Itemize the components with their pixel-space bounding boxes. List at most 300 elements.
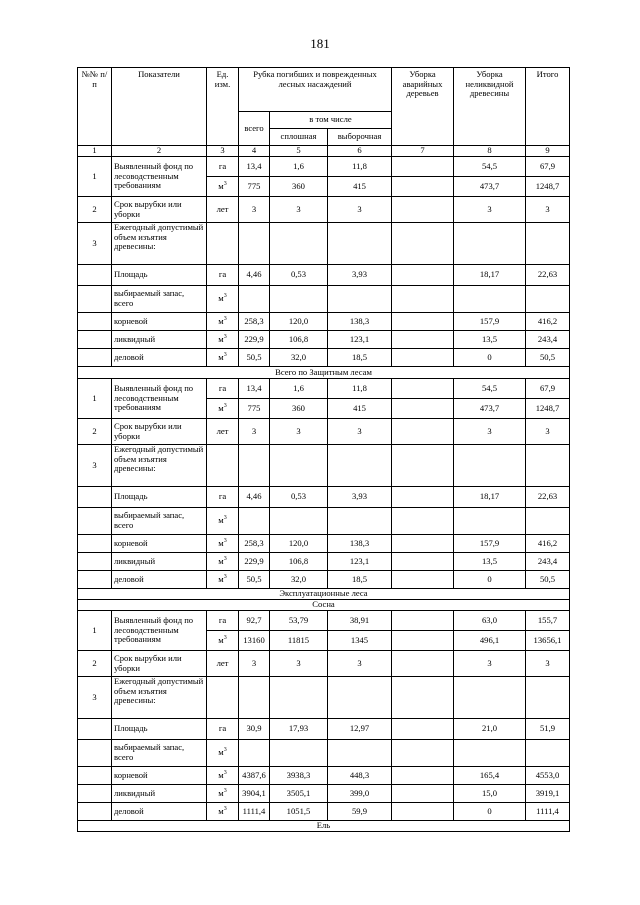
section-heading: Всего по Защитным лесам (78, 367, 570, 379)
value-cell (454, 677, 526, 719)
value-cell: 13160 (239, 631, 270, 651)
unit-exponent: 3 (223, 555, 227, 562)
value-cell (328, 508, 392, 535)
header-sum: Итого (526, 68, 570, 146)
value-cell: 32,0 (270, 571, 328, 589)
indicator-label: ликвидный (112, 553, 207, 571)
value-cell (392, 379, 454, 399)
unit-text: м (218, 515, 224, 526)
header-number: №№ п/п (78, 68, 112, 146)
table-row (78, 767, 570, 785)
unit-cell (207, 399, 239, 419)
value-cell: 0,53 (270, 487, 328, 508)
value-cell: 11,8 (328, 157, 392, 177)
value-cell: 54,5 (454, 379, 526, 399)
indicator-label: деловой (112, 803, 207, 821)
table-row (78, 785, 570, 803)
unit-cell (207, 331, 239, 349)
unit-cell (207, 767, 239, 785)
value-cell (392, 803, 454, 821)
value-cell (526, 740, 570, 767)
value-cell: 3 (526, 197, 570, 223)
row-number (78, 553, 112, 571)
value-cell: 258,3 (239, 535, 270, 553)
value-cell: 106,8 (270, 553, 328, 571)
value-cell (239, 740, 270, 767)
unit-exponent: 3 (223, 769, 227, 776)
value-cell: 13,5 (454, 553, 526, 571)
value-cell: 496,1 (454, 631, 526, 651)
value-cell: 243,4 (526, 553, 570, 571)
table-row (78, 677, 570, 719)
value-cell: 120,0 (270, 313, 328, 331)
value-cell (392, 177, 454, 197)
header-clear: сплошная (270, 129, 328, 146)
unit-exponent: 3 (223, 747, 227, 754)
value-cell: 3 (526, 651, 570, 677)
unit-text: м (218, 537, 224, 548)
unit-exponent: 3 (223, 333, 227, 340)
value-cell: 157,9 (454, 535, 526, 553)
unit-text: м (218, 180, 224, 191)
value-cell: 3505,1 (270, 785, 328, 803)
unit-cell (207, 553, 239, 571)
value-cell: 38,91 (328, 611, 392, 631)
value-cell: 448,3 (328, 767, 392, 785)
column-number: 1 (78, 146, 112, 157)
value-cell (270, 677, 328, 719)
indicator-label: выбираемый запас, всего (112, 740, 207, 767)
value-cell: 165,4 (454, 767, 526, 785)
unit-exponent: 3 (223, 515, 227, 522)
header-unit: Ед. изм. (207, 68, 239, 146)
indicator-label: Выявленный фонд по лесоводственным требованиям (112, 379, 207, 419)
unit-text: м (218, 293, 224, 304)
value-cell (239, 445, 270, 487)
value-cell (392, 399, 454, 419)
value-cell: 3,93 (328, 487, 392, 508)
value-cell (526, 223, 570, 265)
value-cell: 229,9 (239, 331, 270, 349)
row-number: 3 (78, 223, 112, 265)
row-number (78, 331, 112, 349)
unit-text: м (218, 769, 224, 780)
value-cell: 18,5 (328, 571, 392, 589)
unit-exponent: 3 (223, 573, 227, 580)
value-cell (270, 508, 328, 535)
value-cell: 15,0 (454, 785, 526, 803)
value-cell (392, 157, 454, 177)
value-cell (454, 740, 526, 767)
value-cell: 50,5 (239, 349, 270, 367)
value-cell (328, 740, 392, 767)
row-number: 1 (78, 379, 112, 419)
table-row (78, 349, 570, 367)
indicator-label: Выявленный фонд по лесоводственным требованиям (112, 611, 207, 651)
page-number: 181 (310, 36, 330, 51)
indicator-label: выбираемый запас, всего (112, 286, 207, 313)
indicator-label: Ежегодный допустимый объем изъятия древесины: (112, 445, 207, 487)
value-cell (454, 223, 526, 265)
value-cell: 399,0 (328, 785, 392, 803)
value-cell (392, 286, 454, 313)
unit-text: м (218, 333, 224, 344)
value-cell: 13656,1 (526, 631, 570, 651)
unit-cell: га (207, 379, 239, 399)
unit-exponent: 3 (223, 787, 227, 794)
column-number: 3 (207, 146, 239, 157)
table-row (78, 487, 570, 508)
value-cell: 243,4 (526, 331, 570, 349)
value-cell: 229,9 (239, 553, 270, 571)
column-number: 8 (454, 146, 526, 157)
value-cell: 32,0 (270, 349, 328, 367)
row-number (78, 508, 112, 535)
value-cell: 1051,5 (270, 803, 328, 821)
value-cell (526, 286, 570, 313)
header-total: всего (239, 112, 270, 146)
value-cell (239, 677, 270, 719)
value-cell: 123,1 (328, 553, 392, 571)
value-cell: 3 (270, 651, 328, 677)
value-cell: 13,4 (239, 157, 270, 177)
value-cell (270, 445, 328, 487)
unit-cell: га (207, 611, 239, 631)
table-row (78, 508, 570, 535)
header-indicators: Показатели (112, 68, 207, 146)
unit-cell: га (207, 719, 239, 740)
unit-cell (207, 535, 239, 553)
unit-cell (207, 785, 239, 803)
value-cell: 123,1 (328, 331, 392, 349)
indicator-label: корневой (112, 313, 207, 331)
value-cell (392, 197, 454, 223)
unit-exponent: 3 (223, 402, 227, 409)
value-cell (239, 223, 270, 265)
column-number: 6 (328, 146, 392, 157)
table-row (78, 803, 570, 821)
value-cell: 1111,4 (526, 803, 570, 821)
value-cell (328, 223, 392, 265)
value-cell (454, 445, 526, 487)
value-cell: 0 (454, 571, 526, 589)
value-cell: 0,53 (270, 265, 328, 286)
row-number: 1 (78, 157, 112, 197)
value-cell (239, 508, 270, 535)
value-cell: 3 (328, 651, 392, 677)
value-cell: 13,4 (239, 379, 270, 399)
value-cell: 106,8 (270, 331, 328, 349)
value-cell: 155,7 (526, 611, 570, 631)
value-cell: 3,93 (328, 265, 392, 286)
value-cell (392, 677, 454, 719)
value-cell (392, 631, 454, 651)
unit-cell (207, 508, 239, 535)
unit-exponent: 3 (223, 315, 227, 322)
row-number (78, 313, 112, 331)
unit-text: м (218, 787, 224, 798)
value-cell: 4,46 (239, 487, 270, 508)
value-cell (392, 785, 454, 803)
table-row (78, 535, 570, 553)
unit-cell: лет (207, 197, 239, 223)
indicator-label: ликвидный (112, 785, 207, 803)
indicator-label: Срок вырубки или уборки (112, 419, 207, 445)
table-row (78, 313, 570, 331)
indicator-label: Выявленный фонд по лесоводственным требованиям (112, 157, 207, 197)
value-cell: 3 (270, 197, 328, 223)
value-cell: 775 (239, 399, 270, 419)
value-cell (392, 445, 454, 487)
value-cell (392, 535, 454, 553)
row-number (78, 719, 112, 740)
unit-cell: га (207, 157, 239, 177)
table-row (78, 600, 570, 611)
table-row (78, 553, 570, 571)
table-row (78, 331, 570, 349)
value-cell: 3 (454, 419, 526, 445)
indicator-label: деловой (112, 571, 207, 589)
value-cell (392, 508, 454, 535)
unit-cell (207, 177, 239, 197)
row-number (78, 286, 112, 313)
value-cell: 473,7 (454, 177, 526, 197)
value-cell: 3 (454, 651, 526, 677)
table-row (78, 265, 570, 286)
value-cell: 138,3 (328, 535, 392, 553)
header-illiquid: Уборка неликвидной древесины (454, 68, 526, 146)
value-cell: 92,7 (239, 611, 270, 631)
row-number (78, 265, 112, 286)
value-cell: 360 (270, 177, 328, 197)
indicator-label: Срок вырубки или уборки (112, 651, 207, 677)
value-cell (392, 223, 454, 265)
unit-cell (207, 223, 239, 265)
value-cell: 67,9 (526, 157, 570, 177)
row-number: 1 (78, 611, 112, 651)
unit-exponent: 3 (223, 805, 227, 812)
value-cell (270, 223, 328, 265)
value-cell: 18,17 (454, 487, 526, 508)
table-row (78, 571, 570, 589)
unit-exponent: 3 (223, 293, 227, 300)
value-cell: 120,0 (270, 535, 328, 553)
indicator-label: Срок вырубки или уборки (112, 197, 207, 223)
indicator-label: Площадь (112, 265, 207, 286)
indicator-label: выбираемый запас, всего (112, 508, 207, 535)
row-number (78, 571, 112, 589)
row-number: 3 (78, 677, 112, 719)
table-row (78, 223, 570, 265)
value-cell: 67,9 (526, 379, 570, 399)
unit-text: м (218, 634, 224, 645)
value-cell (392, 349, 454, 367)
value-cell: 1,6 (270, 157, 328, 177)
column-number: 5 (270, 146, 328, 157)
value-cell (392, 553, 454, 571)
value-cell (328, 445, 392, 487)
value-cell: 51,9 (526, 719, 570, 740)
row-number (78, 785, 112, 803)
row-number (78, 740, 112, 767)
indicator-label: деловой (112, 349, 207, 367)
value-cell: 3 (328, 419, 392, 445)
column-number: 7 (392, 146, 454, 157)
table-row (78, 651, 570, 677)
unit-cell (207, 313, 239, 331)
unit-cell (207, 631, 239, 651)
row-number (78, 487, 112, 508)
value-cell: 11,8 (328, 379, 392, 399)
unit-text: м (218, 573, 224, 584)
table-row (78, 719, 570, 740)
row-number (78, 767, 112, 785)
value-cell: 17,93 (270, 719, 328, 740)
value-cell (392, 571, 454, 589)
value-cell: 63,0 (454, 611, 526, 631)
value-cell: 1,6 (270, 379, 328, 399)
header-emergency: Уборка аварийных деревьев (392, 68, 454, 146)
row-number: 3 (78, 445, 112, 487)
value-cell: 3 (239, 197, 270, 223)
table-row (78, 367, 570, 379)
value-cell: 3 (270, 419, 328, 445)
unit-cell (207, 803, 239, 821)
value-cell (392, 767, 454, 785)
column-number: 9 (526, 146, 570, 157)
indicator-label: корневой (112, 767, 207, 785)
unit-exponent: 3 (223, 634, 227, 641)
unit-text: м (218, 351, 224, 362)
table-row (78, 445, 570, 487)
value-cell: 18,17 (454, 265, 526, 286)
value-cell: 50,5 (526, 571, 570, 589)
value-cell: 30,9 (239, 719, 270, 740)
value-cell (392, 611, 454, 631)
forest-felling-table (77, 67, 570, 832)
unit-text: м (218, 555, 224, 566)
row-number (78, 803, 112, 821)
table-row (78, 589, 570, 600)
section-heading: Ель (78, 821, 570, 832)
value-cell: 12,97 (328, 719, 392, 740)
value-cell (239, 286, 270, 313)
value-cell: 1248,7 (526, 399, 570, 419)
value-cell: 4387,6 (239, 767, 270, 785)
value-cell: 3938,3 (270, 767, 328, 785)
unit-cell (207, 349, 239, 367)
value-cell: 0 (454, 803, 526, 821)
value-cell (454, 286, 526, 313)
value-cell (392, 265, 454, 286)
section-heading: Эксплуатационные леса (78, 589, 570, 600)
row-number (78, 349, 112, 367)
value-cell (526, 445, 570, 487)
unit-text: м (218, 402, 224, 413)
row-number: 2 (78, 651, 112, 677)
indicator-label: Ежегодный допустимый объем изъятия древесины: (112, 223, 207, 265)
indicator-label: Площадь (112, 487, 207, 508)
unit-text: м (218, 805, 224, 816)
unit-cell: га (207, 487, 239, 508)
unit-text: м (218, 315, 224, 326)
row-number (78, 535, 112, 553)
table-row (78, 197, 570, 223)
unit-text: м (218, 747, 224, 758)
table-row (78, 611, 570, 631)
table-row (78, 740, 570, 767)
value-cell: 54,5 (454, 157, 526, 177)
column-number: 4 (239, 146, 270, 157)
header-selective: выборочная (328, 129, 392, 146)
unit-exponent: 3 (223, 537, 227, 544)
value-cell: 416,2 (526, 313, 570, 331)
value-cell: 1111,4 (239, 803, 270, 821)
header-incl: в том числе (270, 112, 392, 129)
value-cell: 415 (328, 177, 392, 197)
indicator-label: корневой (112, 535, 207, 553)
unit-cell (207, 677, 239, 719)
value-cell (526, 677, 570, 719)
unit-cell: лет (207, 419, 239, 445)
value-cell: 138,3 (328, 313, 392, 331)
section-heading: Сосна (78, 600, 570, 611)
value-cell: 473,7 (454, 399, 526, 419)
value-cell: 416,2 (526, 535, 570, 553)
value-cell: 1248,7 (526, 177, 570, 197)
unit-cell (207, 445, 239, 487)
table-row (78, 821, 570, 832)
value-cell: 21,0 (454, 719, 526, 740)
value-cell: 50,5 (239, 571, 270, 589)
value-cell (270, 740, 328, 767)
value-cell (454, 508, 526, 535)
value-cell: 4553,0 (526, 767, 570, 785)
value-cell: 3 (454, 197, 526, 223)
value-cell: 157,9 (454, 313, 526, 331)
row-number: 2 (78, 419, 112, 445)
table-row (78, 286, 570, 313)
value-cell: 3 (239, 651, 270, 677)
unit-cell: га (207, 265, 239, 286)
column-number: 2 (112, 146, 207, 157)
value-cell: 59,9 (328, 803, 392, 821)
table-row (78, 157, 570, 177)
value-cell: 50,5 (526, 349, 570, 367)
value-cell: 53,79 (270, 611, 328, 631)
indicator-label: Площадь (112, 719, 207, 740)
value-cell: 3904,1 (239, 785, 270, 803)
value-cell (328, 677, 392, 719)
table-row (78, 419, 570, 445)
value-cell (392, 740, 454, 767)
unit-exponent: 3 (223, 351, 227, 358)
indicator-label: ликвидный (112, 331, 207, 349)
unit-cell (207, 286, 239, 313)
header-felling: Рубка погибших и поврежденных лесных насаждений (239, 68, 392, 112)
unit-exponent: 3 (223, 180, 227, 187)
value-cell (526, 508, 570, 535)
value-cell: 1345 (328, 631, 392, 651)
value-cell (392, 331, 454, 349)
value-cell: 0 (454, 349, 526, 367)
value-cell: 3 (526, 419, 570, 445)
value-cell: 18,5 (328, 349, 392, 367)
value-cell (392, 719, 454, 740)
value-cell: 4,46 (239, 265, 270, 286)
value-cell: 11815 (270, 631, 328, 651)
unit-cell (207, 571, 239, 589)
